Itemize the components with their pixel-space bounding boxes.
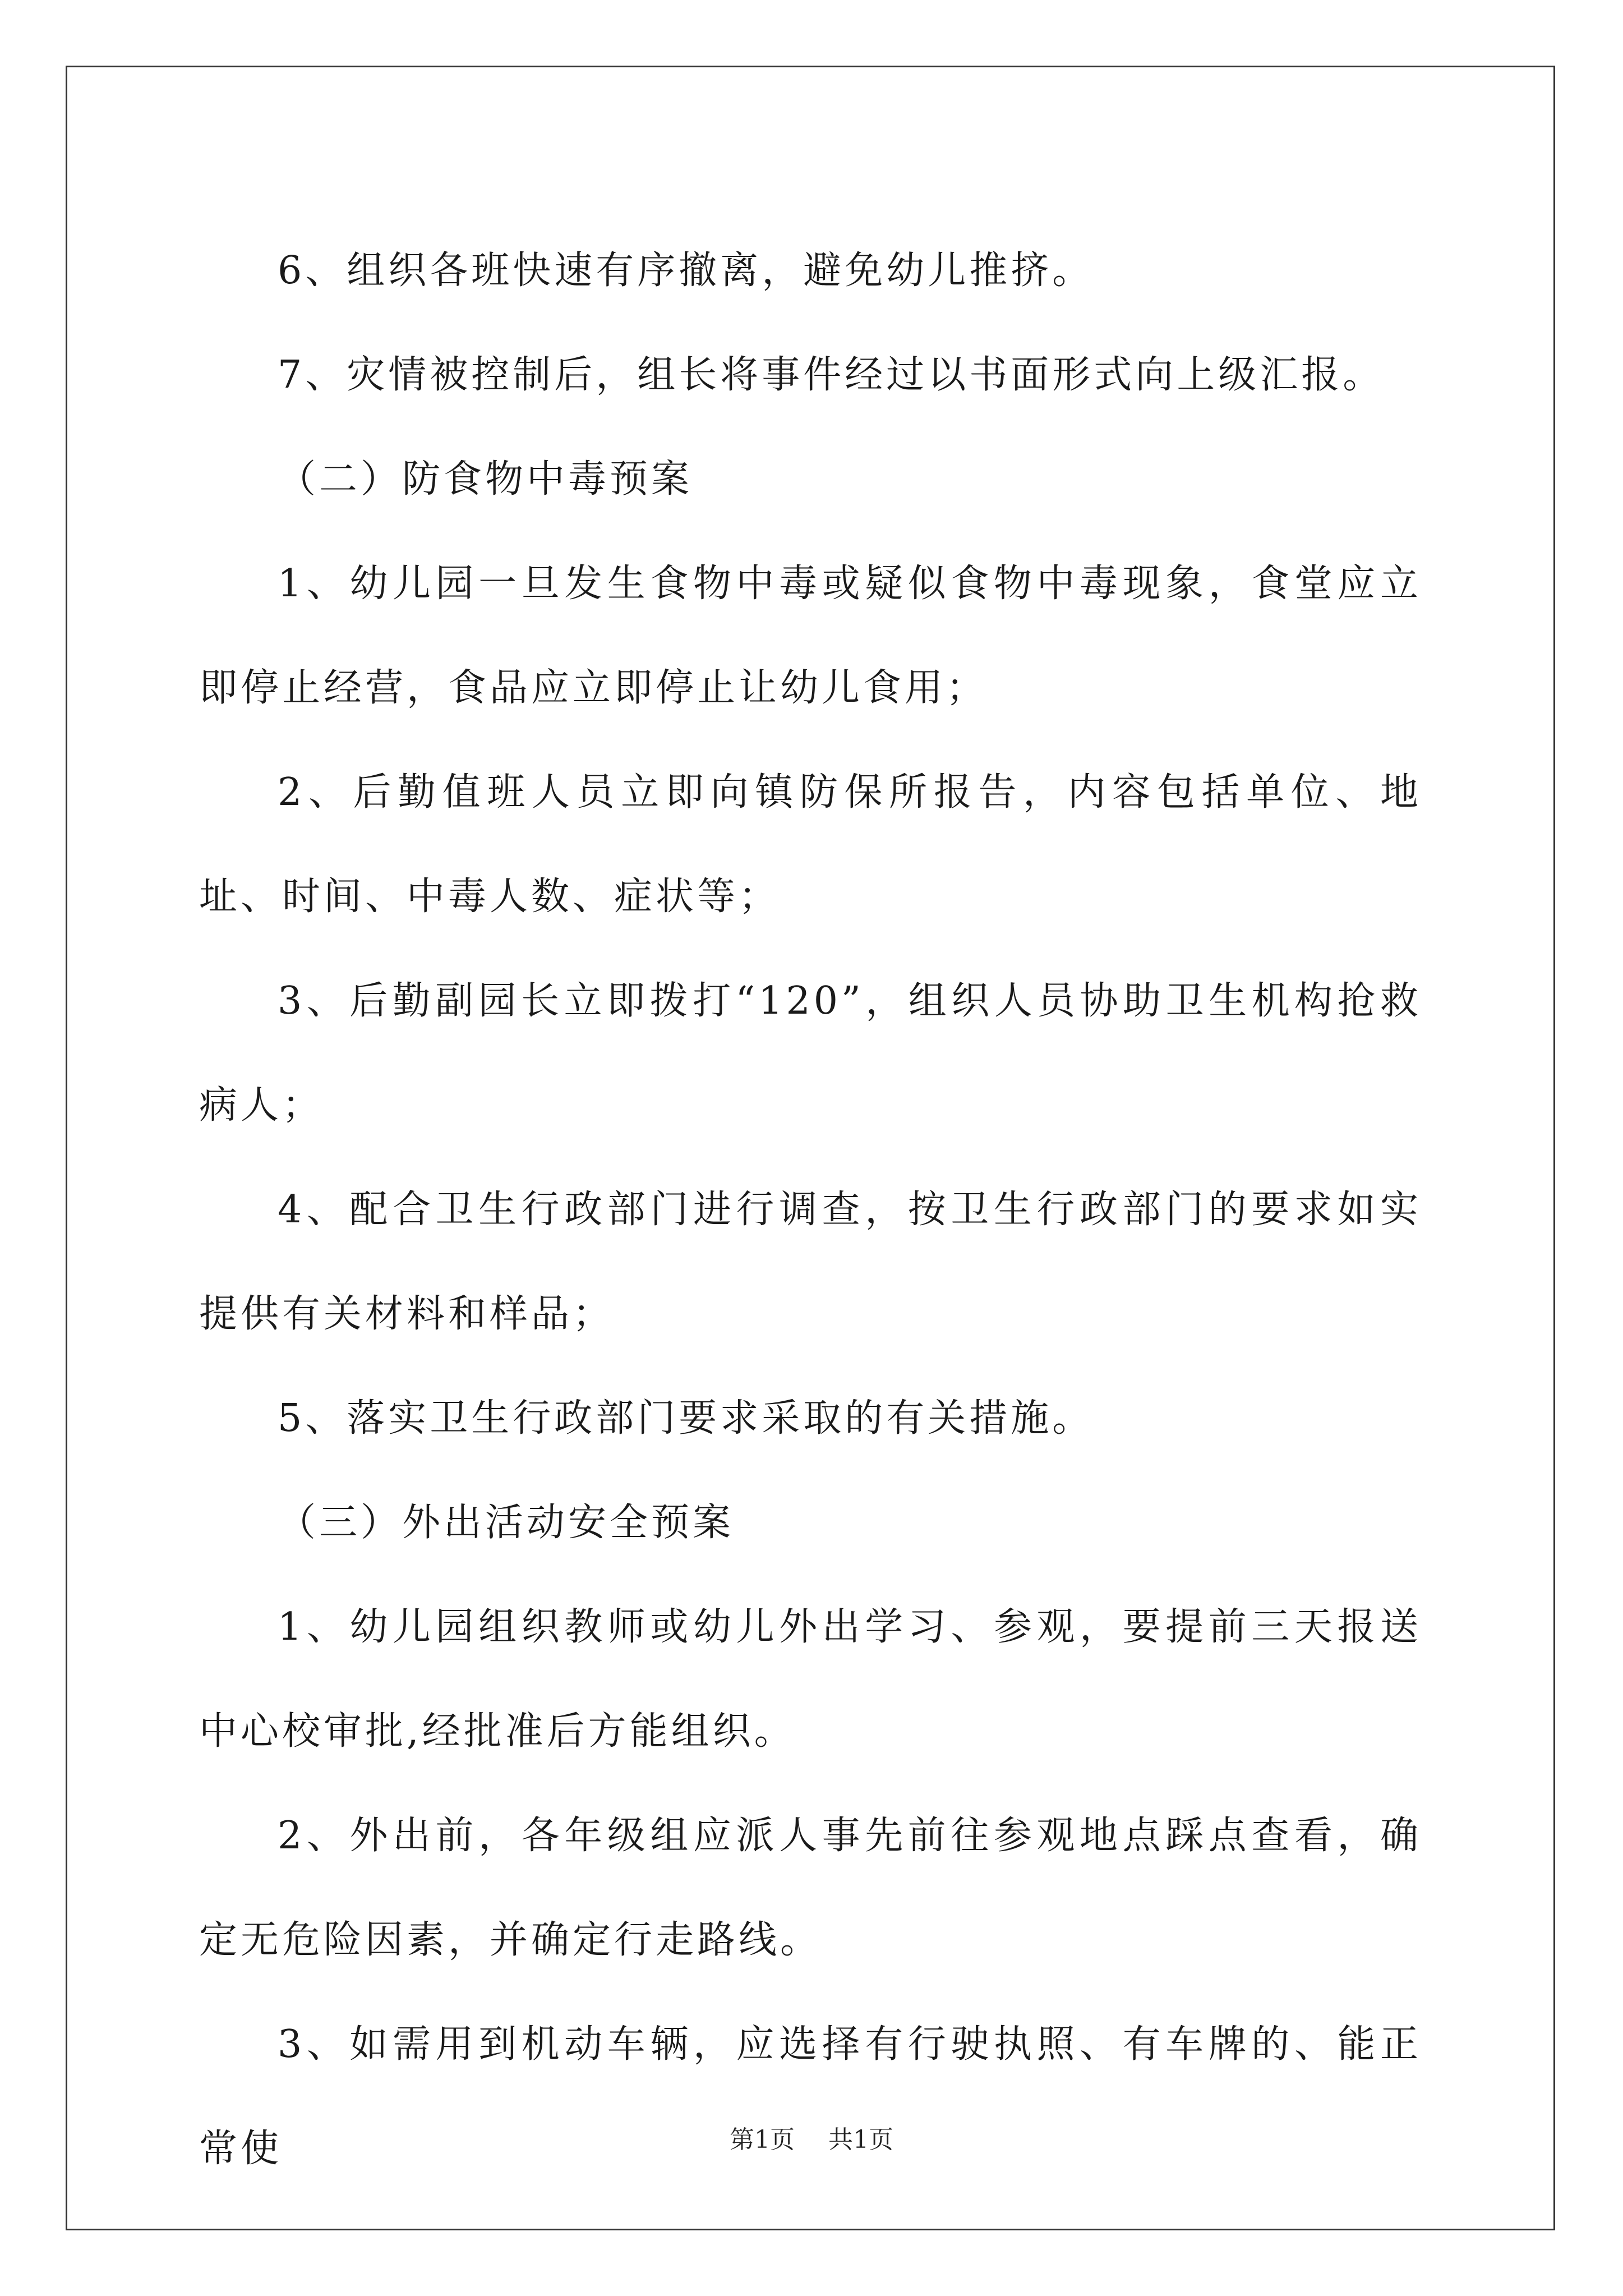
- paragraph: 3、如需用到机动车辆，应选择有行驶执照、有车牌的、能正常使: [199, 2022, 1422, 2171]
- paragraph: 2、外出前，各年级组应派人事先前往参观地点踩点查看，确定无危险因素，并确定行走路线。: [199, 1814, 1422, 1962]
- section-heading: （三）外出活动安全预案: [278, 1501, 735, 1545]
- page-footer: [0, 2123, 1623, 2157]
- paragraph: 5、落实卫生行政部门要求采取的有关措施。: [278, 1396, 1094, 1441]
- paragraph: 2、后勤值班人员立即向镇防保所报告，内容包括单位、地址、时间、中毒人数、症状等；: [199, 770, 1422, 919]
- paragraph: 3、后勤副园长立即拨打“120”，组织人员协助卫生机构抢救病人；: [199, 979, 1422, 1128]
- page-number-total: 共1页: [828, 2125, 893, 2154]
- section-heading: （二）防食物中毒预案: [278, 457, 693, 501]
- document-body: [199, 219, 1422, 2201]
- paragraph: 6、组织各班快速有序撤离，避免幼儿推挤。: [278, 249, 1094, 293]
- paragraph: 4、配合卫生行政部门进行调查，按卫生行政部门的要求如实提供有关材料和样品；: [199, 1188, 1422, 1336]
- paragraph: 1、幼儿园一旦发生食物中毒或疑似食物中毒现象，食堂应立即停止经营，食品应立即停止让幼儿食用；: [199, 562, 1422, 710]
- paragraph: 7、灾情被控制后，组长将事件经过以书面形式向上级汇报。: [278, 353, 1385, 397]
- page-number-current: 第1页: [730, 2125, 795, 2154]
- paragraph: 1、幼儿园组织教师或幼儿外出学习、参观，要提前三天报送中心校审批,经批准后方能组织。: [199, 1605, 1422, 1754]
